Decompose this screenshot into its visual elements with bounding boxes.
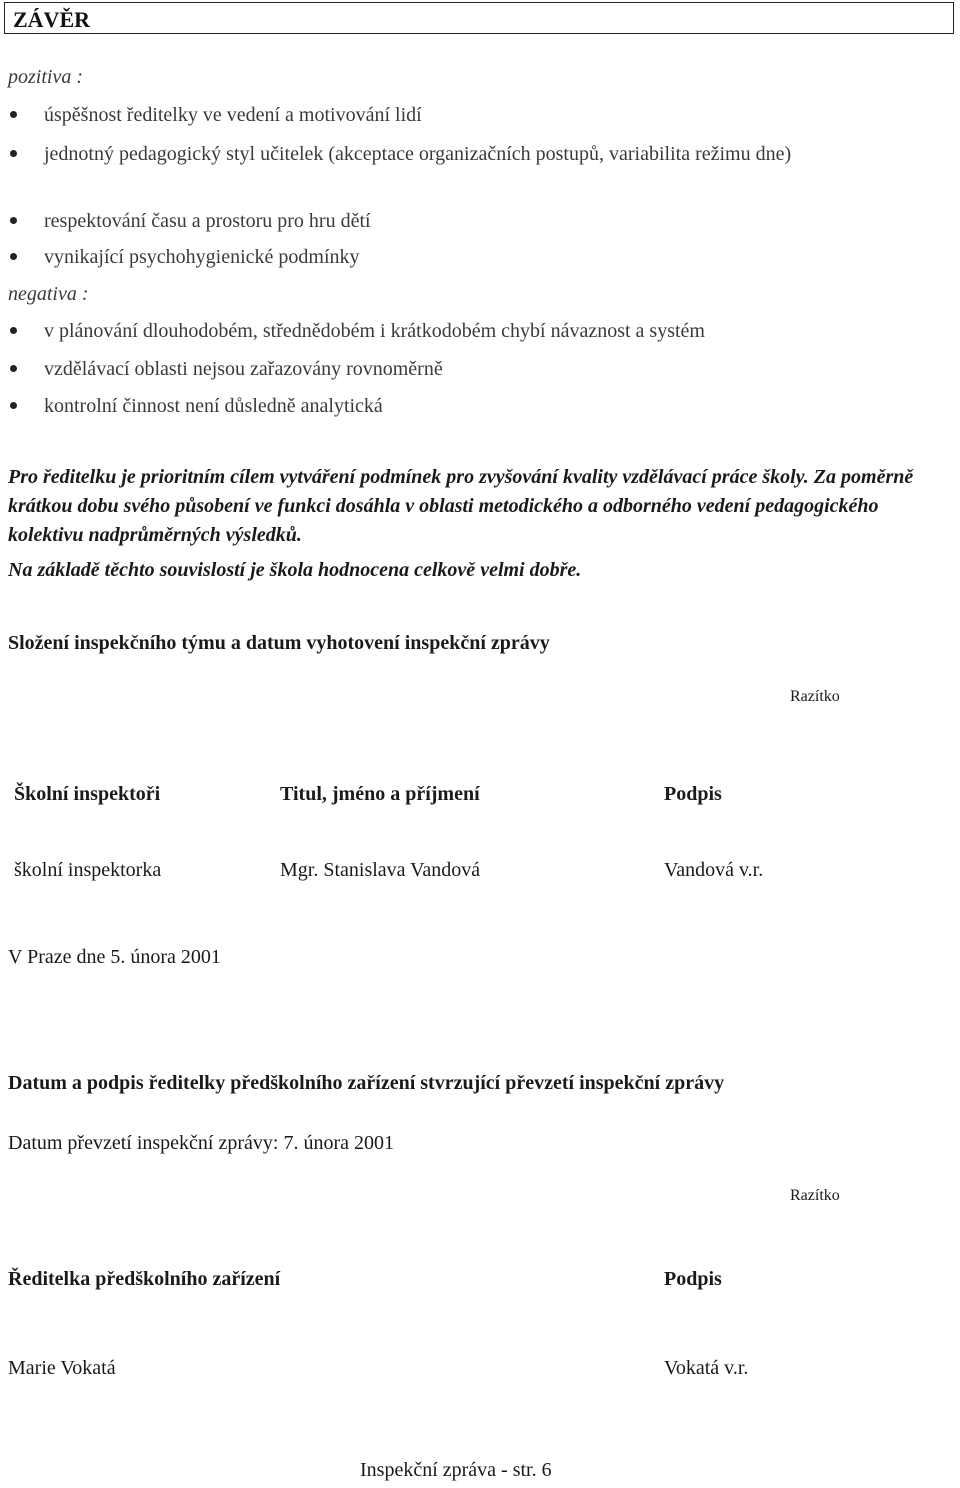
bullet-icon [10, 327, 17, 334]
bullet-icon [10, 253, 17, 260]
summary-paragraph: Pro ředitelku je prioritním cílem vytváření podmínek pro zvyšování kvality vzdělávací práce školy. Za poměrně krátkou dobu svého působení ve funkci dosáhla v oblasti metodického a odborného vedení pedagogického kolektivu nadprůměrných výsledků. [8, 466, 914, 546]
positives-label: pozitiva : [8, 66, 83, 88]
team-col-name: Titul, jméno a příjmení [280, 783, 480, 805]
director-section-title: Datum a podpis ředitelky předškolního zařízení stvrzující převzetí inspekční zprávy [8, 1072, 725, 1094]
director-name: Marie Vokatá [8, 1357, 116, 1379]
director-signature: Vokatá v.r. [664, 1357, 749, 1379]
received-date: Datum převzetí inspekční zprávy: 7. února 2001 [8, 1132, 394, 1154]
page-footer: Inspekční zpráva - str. 6 [360, 1459, 552, 1481]
section-heading: ZÁVĚR [13, 7, 91, 32]
team-row-signature: Vandová v.r. [664, 859, 764, 881]
team-col-inspectors: Školní inspektoři [14, 783, 161, 805]
overall-conclusion: Na základě těchto souvislostí je škola hodnocena celkově velmi dobře. [8, 559, 582, 581]
director-stamp-label: Razítko [790, 1187, 840, 1204]
team-stamp-label: Razítko [790, 688, 840, 705]
director-role: Ředitelka předškolního zařízení [8, 1268, 281, 1290]
team-row-name: Mgr. Stanislava Vandová [280, 859, 481, 881]
negative-item: kontrolní činnost není důsledně analytická [10, 392, 950, 420]
director-signature-label: Podpis [664, 1268, 722, 1290]
bullet-icon [10, 217, 17, 224]
bullet-icon [10, 111, 17, 118]
place-and-date: V Praze dne 5. února 2001 [8, 946, 221, 968]
team-col-signature: Podpis [664, 783, 722, 805]
positive-item: vynikající psychohygienické podmínky [10, 243, 950, 271]
positive-item: jednotný pedagogický styl učitelek (akceptace organizačních postupů, variabilita režimu dne) [10, 140, 950, 168]
negatives-label: negativa : [8, 283, 89, 305]
team-section-title: Složení inspekčního týmu a datum vyhotovení inspekční zprávy [8, 632, 550, 654]
positive-item: respektování času a prostoru pro hru dětí [10, 207, 950, 235]
section-heading-box [4, 2, 954, 34]
team-row-role: školní inspektorka [14, 859, 162, 881]
negative-item: vzdělávací oblasti nejsou zařazovány rovnoměrně [10, 355, 950, 383]
bullet-icon [10, 402, 17, 409]
bullet-icon [10, 365, 17, 372]
bullet-icon [10, 150, 17, 157]
positive-item: úspěšnost ředitelky ve vedení a motivování lidí [10, 101, 950, 129]
negative-item: v plánování dlouhodobém, střednědobém i krátkodobém chybí návaznost a systém [10, 317, 950, 345]
